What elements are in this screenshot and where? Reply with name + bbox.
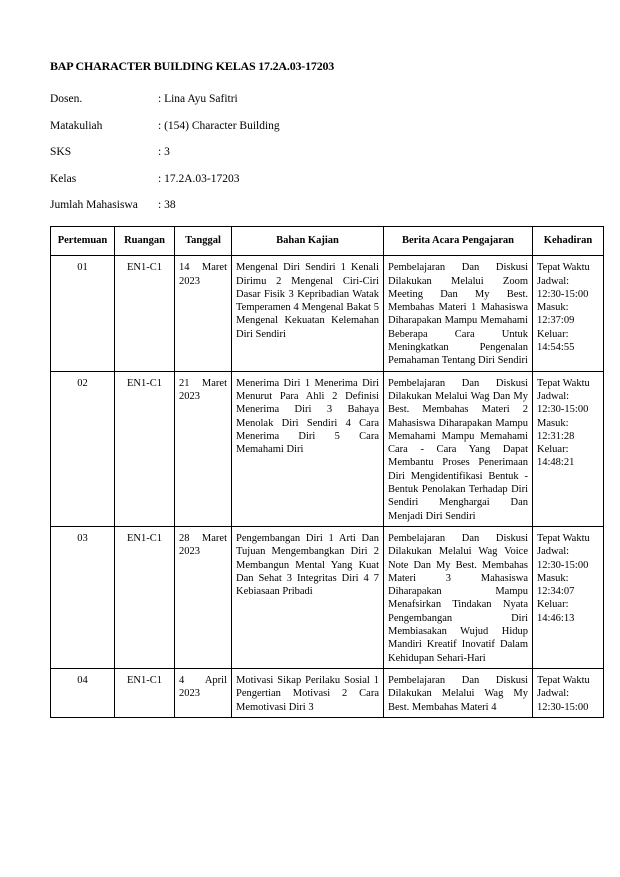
kehadiran-line: 14:46:13 [537, 612, 575, 624]
cell-berita-acara: Pembelajaran Dan Diskusi Dilakukan Melalui Wag My Best. Membahas Materi 4 [384, 668, 533, 717]
cell-kehadiran [533, 526, 604, 668]
cell-pertemuan: 02 [51, 371, 115, 526]
table-row [51, 526, 604, 668]
info-value: : (154) Character Building [158, 119, 280, 132]
kehadiran-line: 14:54:55 [537, 342, 575, 354]
cell-pertemuan: 04 [51, 668, 115, 717]
header-berita-acara: Berita Acara Pengajaran [384, 227, 533, 256]
cell-kehadiran [533, 668, 604, 717]
header-ruangan: Ruangan [115, 227, 175, 256]
cell-berita-acara: Pembelajaran Dan Diskusi Dilakukan Melalui Zoom Meeting Dan My Best. Membahas Materi 1 Mahasiswa Diharapakan Mampu Memahami Beberapa Cara Untuk Meningkatkan Pengenalan Pemahaman Tentang Diri Sendiri [384, 256, 533, 371]
kehadiran-line: 12:37:09 [537, 315, 575, 327]
kehadiran-line: Keluar: [537, 444, 569, 456]
kehadiran-line: 12:30-15:00 [537, 288, 589, 300]
table-header-row [51, 227, 604, 256]
table-row [51, 668, 604, 717]
kehadiran-line: Tepat Waktu [537, 532, 590, 544]
info-value: : 38 [158, 199, 176, 211]
kehadiran-line: 12:31:28 [537, 430, 575, 442]
kehadiran-line: Jadwal: [537, 275, 570, 287]
kehadiran-line: Masuk: [537, 572, 569, 584]
cell-tanggal: 28 Maret 2023 [175, 526, 232, 668]
info-value: : 3 [158, 146, 170, 158]
kehadiran-line: Tepat Waktu [537, 377, 590, 389]
cell-bahan-kajian: Pengembangan Diri 1 Arti Dan Tujuan Mengembangkan Diri 2 Membangun Mental Yang Kuat Dan Sehat 3 Integritas Diri 4 7 Kebiasaan Pribadi [232, 526, 384, 668]
info-label: Kelas [50, 172, 77, 185]
header-tanggal: Tanggal [175, 227, 232, 256]
table-row [51, 371, 604, 526]
cell-tanggal: 4 April 2023 [175, 668, 232, 717]
cell-kehadiran [533, 371, 604, 526]
info-value: : 17.2A.03-17203 [158, 172, 240, 185]
cell-berita-acara: Pembelajaran Dan Diskusi Dilakukan Melalui Wag Voice Note Dan My Best. Membahas Materi 3 Mahasiswa Diharapakan Mampu Menafsirkan Tindakan Nyata Pengembangan Diri Membiasakan Wujud Hidup Mandiri Kreatif Inovatif Dalam Kehidupan Sehari-Hari [384, 526, 533, 668]
kehadiran-line: 12:30-15:00 [537, 559, 589, 571]
cell-ruangan: EN1-C1 [115, 526, 175, 668]
kehadiran-line: Keluar: [537, 328, 569, 340]
kehadiran-line: Jadwal: [537, 688, 570, 700]
kehadiran-line: Tepat Waktu [537, 674, 590, 686]
info-label: Matakuliah [50, 119, 103, 132]
cell-bahan-kajian: Mengenal Diri Sendiri 1 Kenali Dirimu 2 Mengenal Ciri-Ciri Dasar Fisik 3 Kepribadian Watak Temperamen 4 Mengenal Bakat 5 Mengenal Kekuatan Kelemahan Diri Sendiri [232, 256, 384, 371]
cell-ruangan: EN1-C1 [115, 256, 175, 371]
cell-berita-acara: Pembelajaran Dan Diskusi Dilakukan Melalui Wag Dan My Best. Membahas Materi 2 Mahasiswa Diharapakan Mampu Memahami Mampu Memahami Cara - Cara Yang Dapat Membantu Proses Penerimaan Diri Mengidentifikasi Bentuk - Bentuk Penolakan Terhadap Diri Sendiri Menghargai Dan Menjadi Diri Sendiri [384, 371, 533, 526]
header-pertemuan: Pertemuan [51, 227, 115, 256]
cell-pertemuan: 01 [51, 256, 115, 371]
kehadiran-line: 12:34:07 [537, 586, 575, 598]
kehadiran-line: 14:48:21 [537, 457, 575, 469]
header-bahan-kajian: Bahan Kajian [232, 227, 384, 256]
kehadiran-line: Tepat Waktu [537, 262, 590, 274]
kehadiran-line: Masuk: [537, 417, 569, 429]
cell-tanggal: 21 Maret 2023 [175, 371, 232, 526]
table-row [51, 256, 604, 371]
cell-ruangan: EN1-C1 [115, 371, 175, 526]
cell-bahan-kajian: Menerima Diri 1 Menerima Diri Menurut Para Ahli 2 Definisi Menerima Diri 3 Bahaya Menolak Diri Sendiri 4 Cara Menerima Diri 5 Cara Memahami Diri [232, 371, 384, 526]
document-title: BAP CHARACTER BUILDING KELAS 17.2A.03-17203 [50, 59, 335, 73]
kehadiran-line: Keluar: [537, 599, 569, 611]
kehadiran-line: Masuk: [537, 302, 569, 314]
bap-table [50, 226, 604, 718]
header-kehadiran: Kehadiran [533, 227, 604, 256]
kehadiran-line: Jadwal: [537, 390, 570, 402]
info-label: Dosen. [50, 93, 83, 105]
cell-ruangan: EN1-C1 [115, 668, 175, 717]
kehadiran-line: 12:30-15:00 [537, 701, 589, 713]
cell-bahan-kajian: Motivasi Sikap Perilaku Sosial 1 Pengertian Motivasi 2 Cara Memotivasi Diri 3 [232, 668, 384, 717]
cell-tanggal: 14 Maret 2023 [175, 256, 232, 371]
cell-pertemuan: 03 [51, 526, 115, 668]
cell-kehadiran [533, 256, 604, 371]
info-label: SKS [50, 146, 72, 158]
kehadiran-line: 12:30-15:00 [537, 404, 589, 416]
info-label: Jumlah Mahasiswa [50, 199, 138, 211]
info-value: : Lina Ayu Safitri [158, 93, 238, 105]
kehadiran-line: Jadwal: [537, 546, 570, 558]
